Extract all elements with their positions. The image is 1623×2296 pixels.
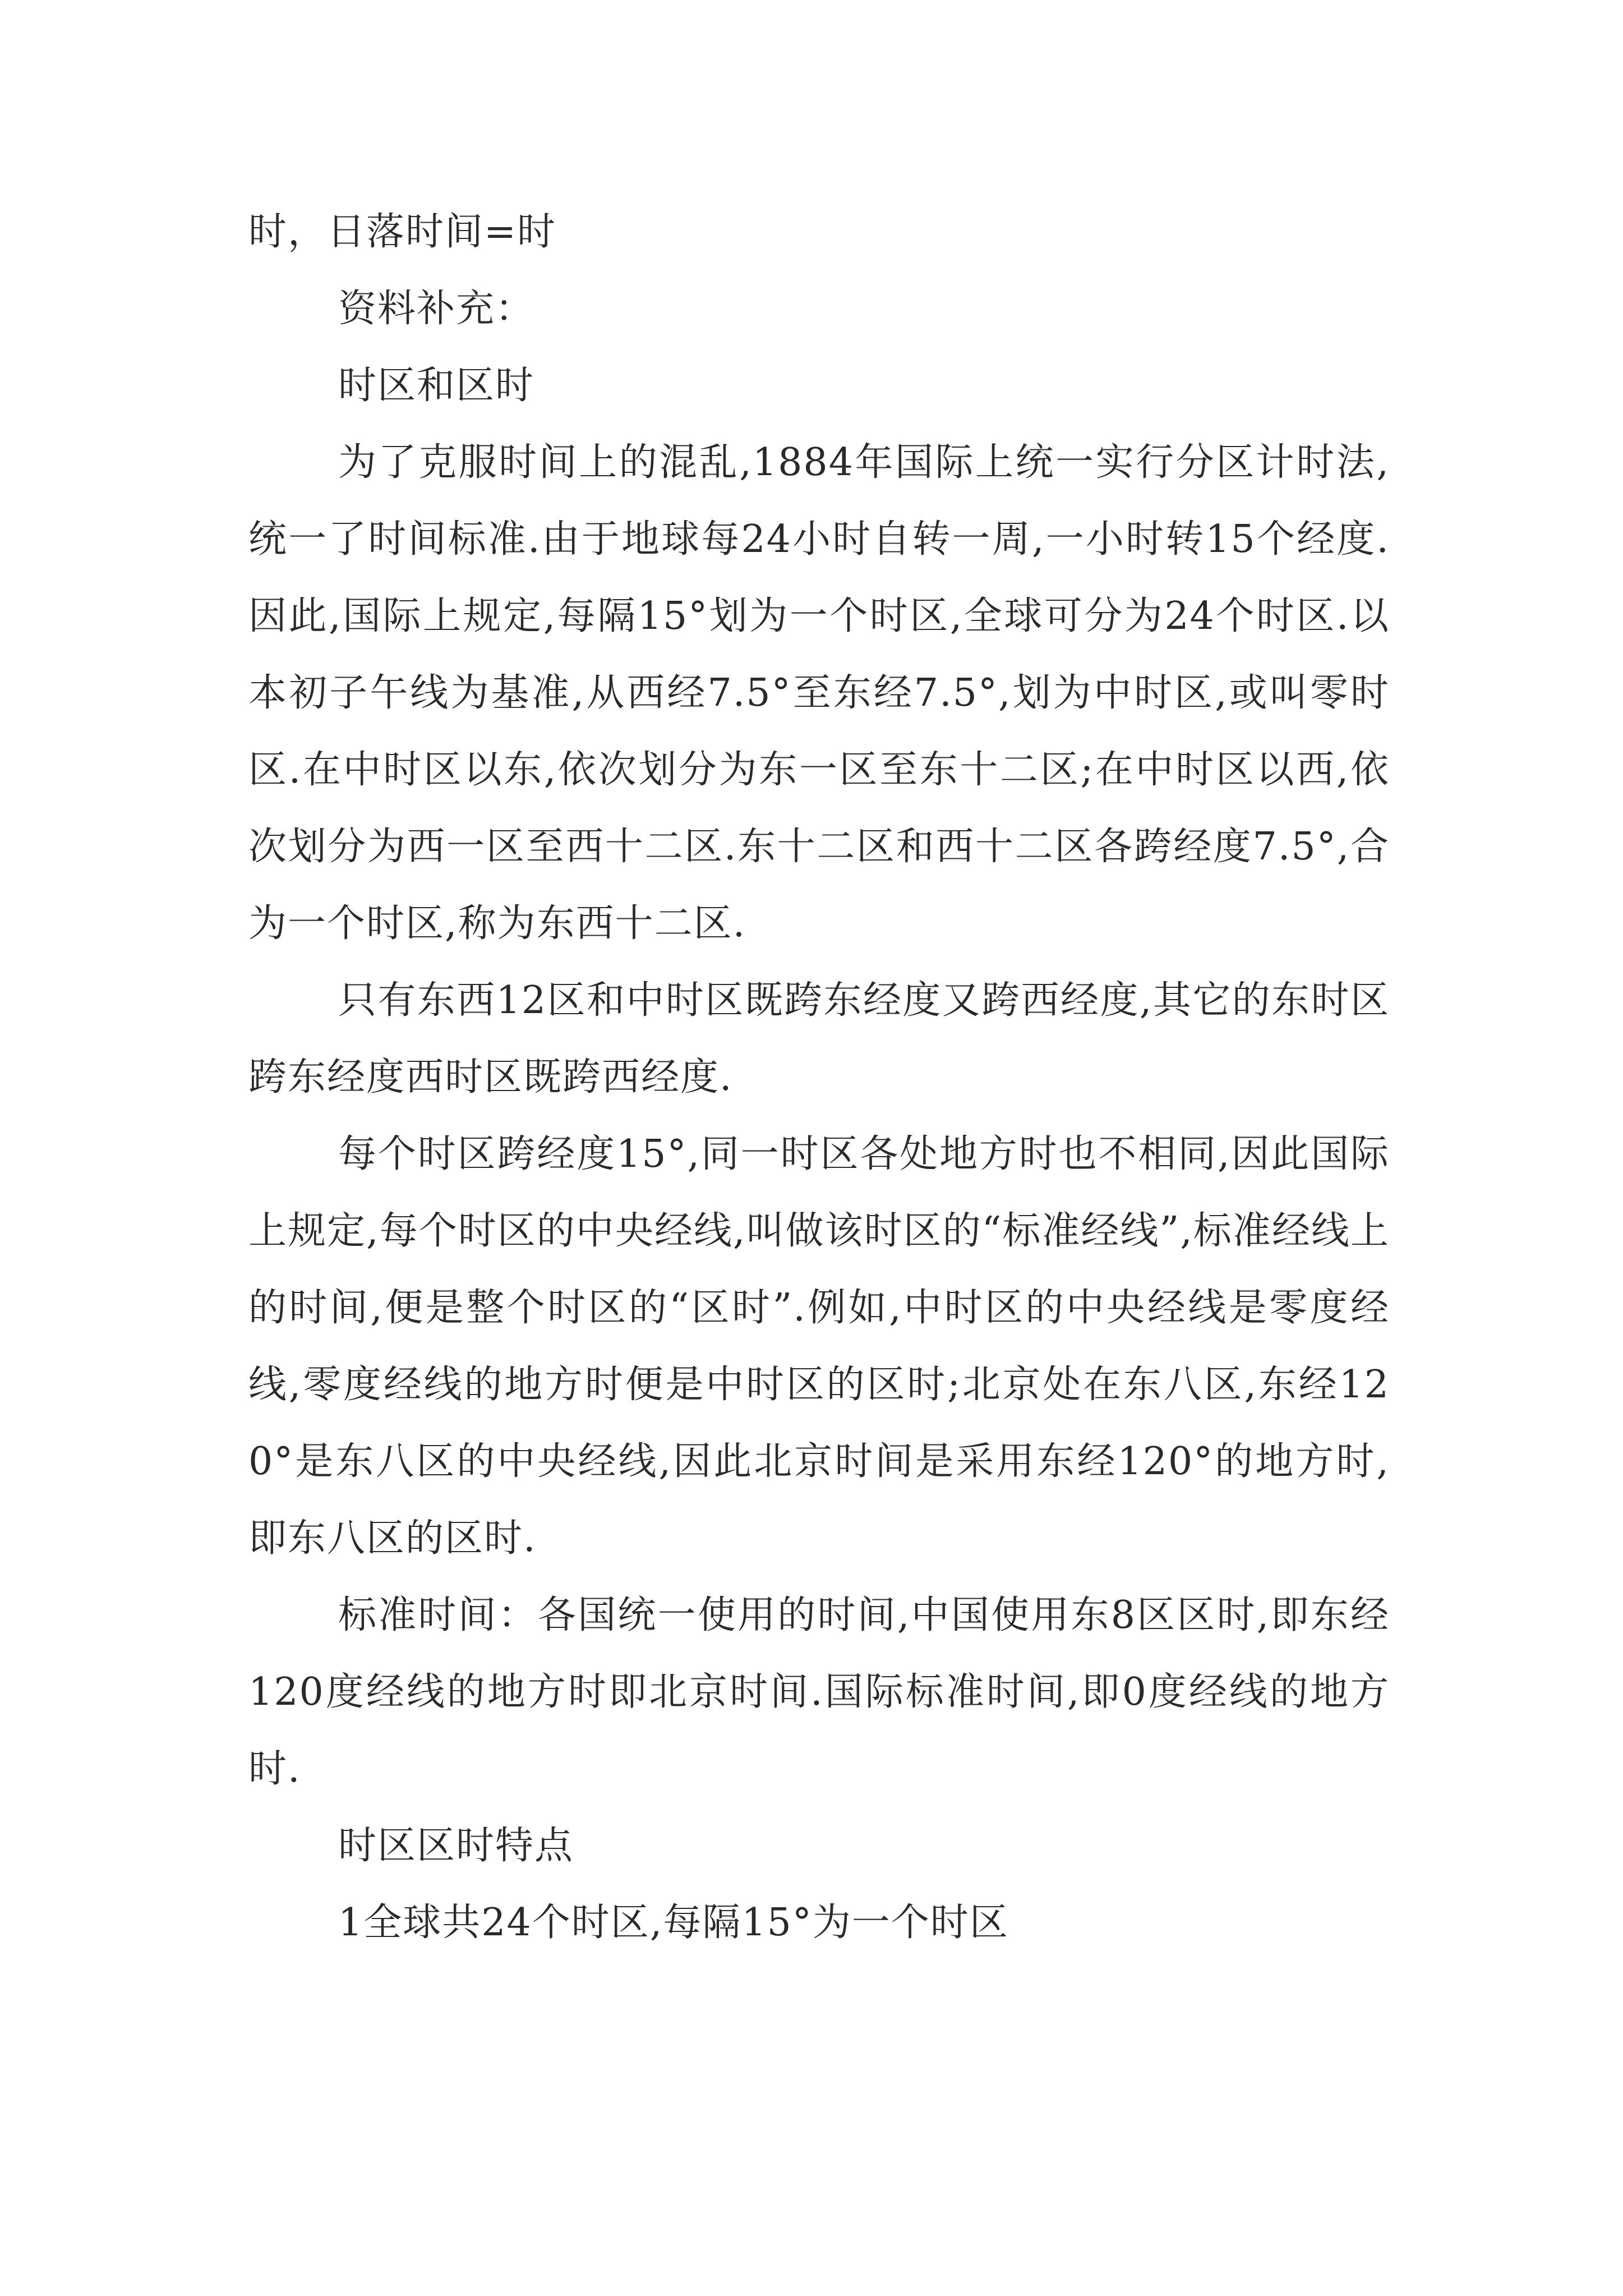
- paragraph-features-heading: 时区区时特点: [338, 1824, 574, 1868]
- paragraph-cross-meridian: 只有东西12区和中时区既跨东经度又跨西经度,其它的东时区跨东经度西时区既跨西经度.: [248, 978, 1390, 1099]
- paragraph-section-title: 时区和区时: [338, 364, 535, 408]
- paragraph-feature-1: 1全球共24个时区,每隔15°为一个时区: [338, 1901, 1009, 1945]
- paragraph-time-zone-intro: 为了克服时间上的混乱,1884年国际上统一实行分区计时法,统一了时间标准.由于地球每24小时自转一周,一小时转15个经度.因此,国际上规定,每隔15°划为一个时区,全球可分为24个时区.以本初子午线为基准,从西经7.5°至东经7.5°,划为中时区,或叫零时区.在中时区以东,依次划分为东一区至东十二区;在中时区以西,依次划分为西一区至西十二区.东十二区和西十二区各跨经度7.5°,合为一个时区,称为东西十二区.: [248, 440, 1390, 946]
- document-body: [248, 194, 1390, 1961]
- paragraph-standard-meridian: 每个时区跨经度15°,同一时区各处地方时也不相同,因此国际上规定,每个时区的中央经线,叫做该时区的“标准经线”,标准经线上的时间,便是整个时区的“区时”.例如,中时区的中央经线是零度经线,零度经线的地方时便是中时区的区时;北京处在东八区,东经120°是东八区的中央经线,因此北京时间是采用东经120°的地方时,即东八区的区时.: [248, 1132, 1390, 1561]
- paragraph-sunset-time: 时，日落时间=时: [248, 210, 556, 254]
- paragraph-standard-time: 标准时间：各国统一使用的时间,中国使用东8区区时,即东经120度经线的地方时即北京时间.国际标准时间,即0度经线的地方时.: [248, 1593, 1390, 1791]
- paragraph-supplement-heading: 资料补充：: [338, 287, 535, 331]
